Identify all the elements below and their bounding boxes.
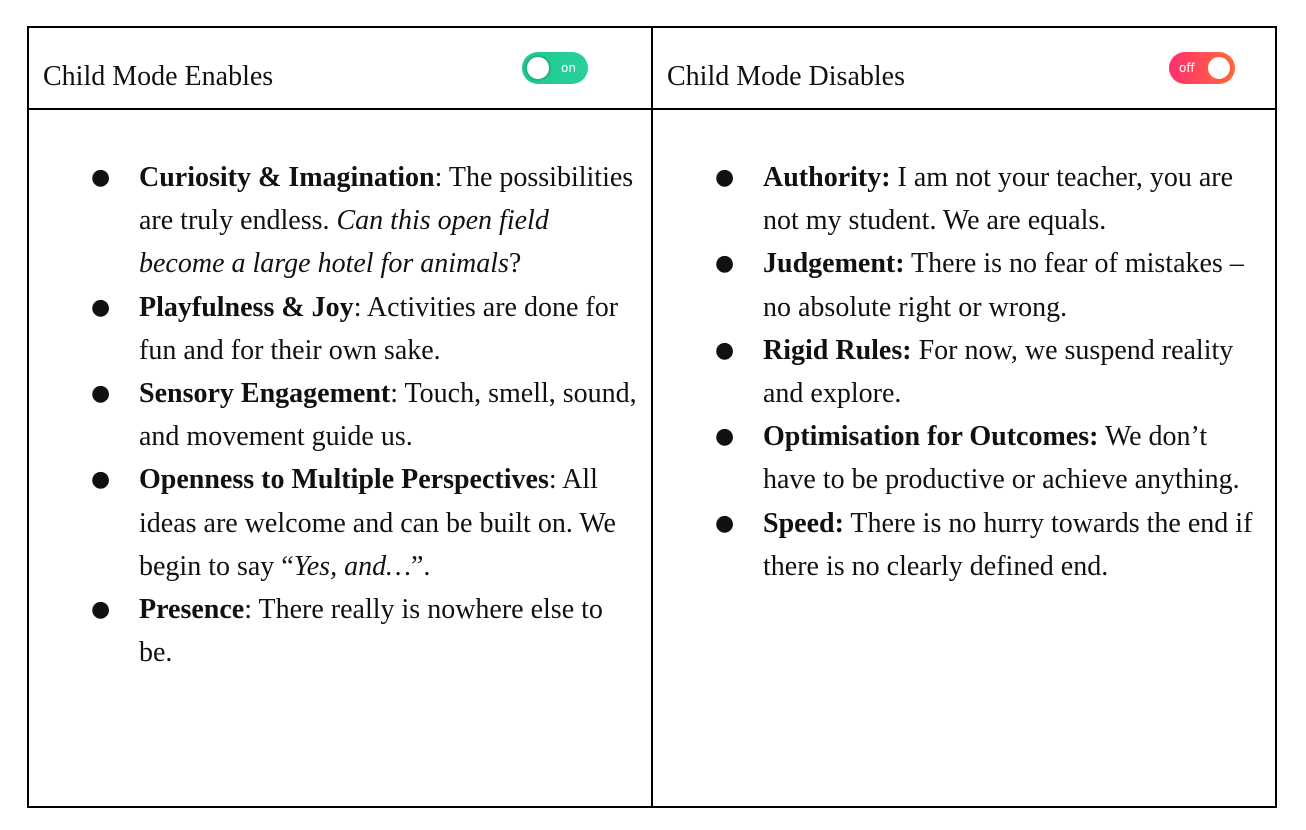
item-term: Optimisation for Outcomes: — [763, 421, 1099, 453]
item-term: Sensory Engagement — [139, 378, 391, 410]
item-text: The possibilities are truly endless. — [139, 162, 634, 237]
item-separator: : — [244, 594, 252, 626]
toggle-knob — [1206, 55, 1232, 81]
body-cell-enables — [29, 110, 653, 808]
item-text: There is no hurry towards the end if there is no clearly defined end. — [763, 507, 1253, 582]
body-cell-disables — [653, 110, 1277, 808]
disables-list — [653, 156, 1263, 588]
bullet-icon: ● — [715, 251, 735, 277]
comparison-table — [27, 26, 1277, 808]
header-cell-enables — [29, 28, 653, 110]
item-term: Openness to Multiple Perspectives — [139, 464, 549, 496]
bullet-icon: ● — [715, 165, 735, 190]
list-item — [653, 156, 1263, 242]
item-term: Rigid Rules: — [763, 334, 912, 366]
item-text: I am not your teacher, you are not my student. We are equals. — [763, 162, 1234, 237]
toggle-switch-off[interactable] — [1169, 52, 1235, 84]
column-title-disables: Child Mode Disables — [667, 61, 905, 92]
item-term: Curiosity & Imagination — [139, 162, 435, 193]
bullet-icon: ● — [91, 597, 111, 623]
item-separator: : — [353, 291, 362, 323]
list-item — [29, 458, 639, 588]
bullet-icon: ● — [91, 165, 111, 190]
list-item — [653, 502, 1263, 588]
list-item — [29, 588, 639, 674]
list-item — [29, 286, 639, 372]
toggle-switch-on[interactable] — [522, 52, 588, 84]
column-title-enables: Child Mode Enables — [43, 61, 274, 92]
item-tail: ”. — [410, 550, 431, 582]
item-term: Playfulness & Joy — [139, 291, 354, 323]
item-term: Authority: — [763, 162, 891, 193]
toggle-on-label: on — [561, 61, 576, 75]
list-item — [653, 242, 1263, 328]
list-item — [653, 415, 1263, 501]
item-separator: : — [434, 162, 443, 193]
enables-list — [29, 156, 639, 674]
item-text: There really is nowhere else to be. — [139, 594, 603, 669]
bullet-icon: ● — [91, 381, 111, 407]
toggle-knob — [525, 55, 551, 81]
item-italic: Yes, and… — [293, 550, 411, 582]
bullet-icon: ● — [715, 337, 735, 363]
item-text: For now, we suspend reality and explore. — [763, 334, 1234, 410]
list-item — [29, 372, 639, 458]
header-cell-disables — [653, 28, 1277, 110]
item-text: Touch, smell, sound, and movement guide us. — [139, 378, 637, 453]
bullet-icon: ● — [715, 510, 735, 536]
item-tail: ? — [508, 248, 522, 280]
list-item — [653, 329, 1263, 415]
toggle-off-label: off — [1179, 61, 1195, 75]
bullet-icon: ● — [91, 467, 111, 493]
item-separator: : — [390, 378, 399, 410]
item-italic: Can this open field become a large hotel for animals — [139, 205, 549, 280]
item-separator: : — [548, 464, 557, 496]
item-term: Judgement: — [763, 248, 905, 280]
item-text: We don’t have to be productive or achieve anything. — [763, 421, 1240, 496]
item-term: Speed: — [763, 507, 844, 539]
item-term: Presence — [139, 594, 245, 626]
item-text: There is no fear of mistakes – no absolute right or wrong. — [763, 248, 1244, 323]
item-text: All ideas are welcome and can be built on. We begin to say “ — [139, 464, 616, 582]
list-item — [29, 156, 639, 286]
item-text: Activities are done for fun and for their own sake. — [139, 291, 619, 366]
bullet-icon: ● — [91, 294, 111, 320]
bullet-icon: ● — [715, 424, 735, 450]
